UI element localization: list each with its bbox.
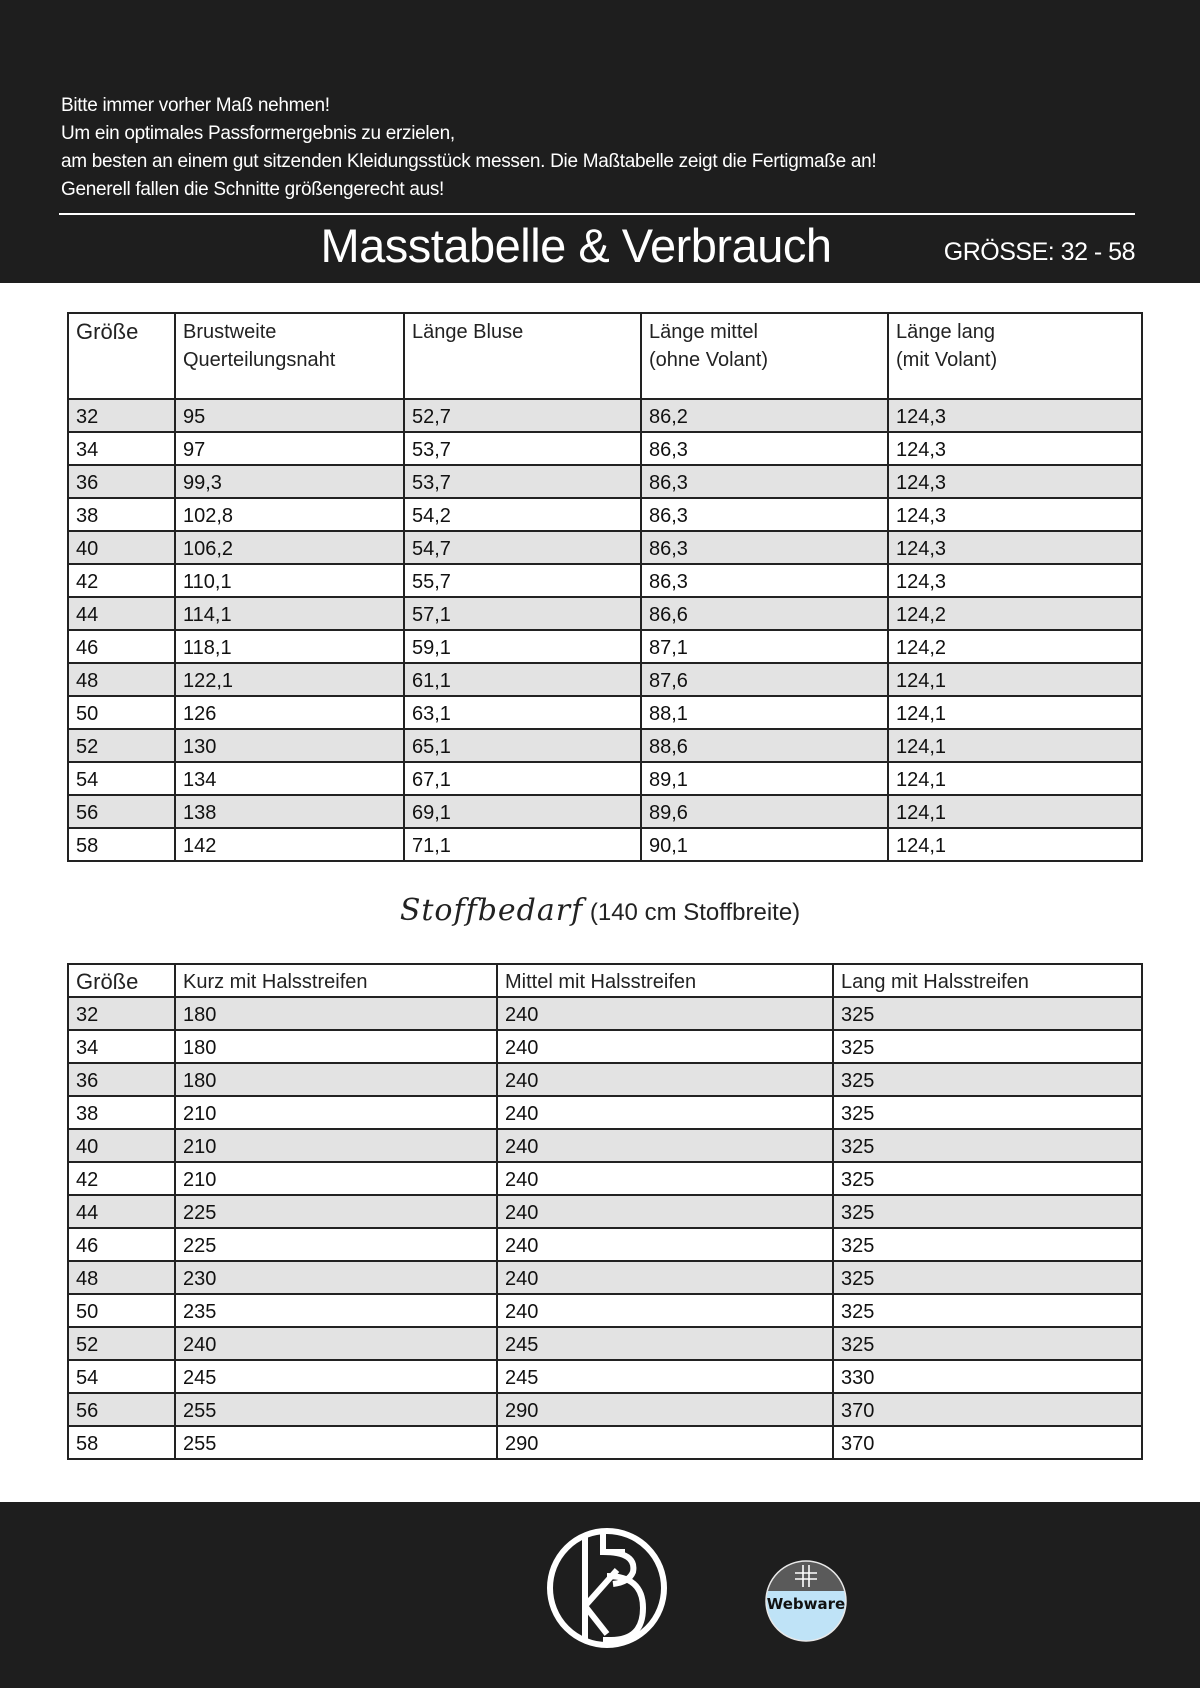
value-cell: 240 <box>497 997 833 1030</box>
column-header <box>888 313 1142 399</box>
value-cell: 325 <box>833 1096 1142 1129</box>
value-cell: 325 <box>833 1162 1142 1195</box>
value-cell: 61,1 <box>404 663 641 696</box>
size-cell: 40 <box>68 531 175 564</box>
size-cell: 56 <box>68 1393 175 1426</box>
table-row <box>68 1063 1142 1096</box>
webware-badge <box>764 1559 848 1643</box>
fabric-title-note: (140 cm Stoffbreite) <box>589 899 801 926</box>
table-row <box>68 1426 1142 1459</box>
table-row <box>68 997 1142 1030</box>
value-cell: 86,3 <box>641 531 888 564</box>
value-cell: 124,1 <box>888 795 1142 828</box>
value-cell: 134 <box>175 762 404 795</box>
value-cell: 71,1 <box>404 828 641 861</box>
value-cell: 52,7 <box>404 399 641 432</box>
column-header <box>175 313 404 399</box>
divider <box>59 213 1135 215</box>
fabric-title-script: Stoffbedarf <box>399 893 584 928</box>
value-cell: 86,3 <box>641 432 888 465</box>
value-cell: 124,3 <box>888 531 1142 564</box>
value-cell: 67,1 <box>404 762 641 795</box>
table-row <box>68 498 1142 531</box>
intro-line: Um ein optimales Passformergebnis zu erzielen, <box>61 123 455 144</box>
value-cell: 89,1 <box>641 762 888 795</box>
value-cell: 240 <box>497 1096 833 1129</box>
value-cell: 235 <box>175 1294 497 1327</box>
value-cell: 210 <box>175 1129 497 1162</box>
size-cell: 42 <box>68 564 175 597</box>
intro-line: am besten an einem gut sitzenden Kleidungsstück messen. Die Maßtabelle zeigt die Fertigmaße an! <box>61 151 877 172</box>
value-cell: 99,3 <box>175 465 404 498</box>
value-cell: 55,7 <box>404 564 641 597</box>
value-cell: 325 <box>833 1294 1142 1327</box>
fabric-table <box>67 963 1143 1460</box>
value-cell: 89,6 <box>641 795 888 828</box>
table-row <box>68 531 1142 564</box>
table-row <box>68 663 1142 696</box>
value-cell: 325 <box>833 1129 1142 1162</box>
size-cell: 38 <box>68 1096 175 1129</box>
value-cell: 245 <box>497 1360 833 1393</box>
table-row <box>68 630 1142 663</box>
table-row <box>68 1261 1142 1294</box>
column-header-line: Brustweite <box>183 321 277 343</box>
column-header-line: Größe <box>76 969 139 994</box>
value-cell: 106,2 <box>175 531 404 564</box>
value-cell: 54,2 <box>404 498 641 531</box>
table-row <box>68 1162 1142 1195</box>
fabric-title <box>0 893 1200 928</box>
column-header-line: Länge lang <box>896 321 995 343</box>
value-cell: 142 <box>175 828 404 861</box>
value-cell: 370 <box>833 1426 1142 1459</box>
table-row <box>68 432 1142 465</box>
value-cell: 53,7 <box>404 465 641 498</box>
value-cell: 180 <box>175 1063 497 1096</box>
column-header-line: Lang mit Halsstreifen <box>841 971 1029 993</box>
size-cell: 54 <box>68 762 175 795</box>
value-cell: 240 <box>497 1063 833 1096</box>
table-row <box>68 1096 1142 1129</box>
size-cell: 46 <box>68 1228 175 1261</box>
value-cell: 95 <box>175 399 404 432</box>
column-header-line: Querteilungsnaht <box>183 349 336 371</box>
size-cell: 34 <box>68 432 175 465</box>
value-cell: 114,1 <box>175 597 404 630</box>
value-cell: 86,3 <box>641 564 888 597</box>
measurement-table <box>67 312 1143 862</box>
size-cell: 48 <box>68 663 175 696</box>
column-header <box>404 313 641 399</box>
intro-text <box>61 92 876 204</box>
table-row <box>68 399 1142 432</box>
table-row <box>68 729 1142 762</box>
column-header-line: Mittel mit Halsstreifen <box>505 971 697 993</box>
value-cell: 97 <box>175 432 404 465</box>
value-cell: 124,2 <box>888 630 1142 663</box>
value-cell: 240 <box>497 1030 833 1063</box>
table-row <box>68 795 1142 828</box>
value-cell: 325 <box>833 1195 1142 1228</box>
column-header-line: Länge Bluse <box>412 321 524 343</box>
column-header <box>497 964 833 997</box>
value-cell: 110,1 <box>175 564 404 597</box>
value-cell: 69,1 <box>404 795 641 828</box>
value-cell: 230 <box>175 1261 497 1294</box>
size-cell: 44 <box>68 597 175 630</box>
size-cell: 50 <box>68 696 175 729</box>
table-header-row <box>68 964 1142 997</box>
value-cell: 126 <box>175 696 404 729</box>
value-cell: 180 <box>175 997 497 1030</box>
value-cell: 325 <box>833 997 1142 1030</box>
table-row <box>68 597 1142 630</box>
value-cell: 245 <box>497 1327 833 1360</box>
value-cell: 130 <box>175 729 404 762</box>
value-cell: 225 <box>175 1195 497 1228</box>
table-header-row <box>68 313 1142 399</box>
value-cell: 245 <box>175 1360 497 1393</box>
value-cell: 240 <box>497 1261 833 1294</box>
value-cell: 124,3 <box>888 465 1142 498</box>
value-cell: 325 <box>833 1261 1142 1294</box>
table-row <box>68 1360 1142 1393</box>
table-row <box>68 762 1142 795</box>
value-cell: 124,3 <box>888 498 1142 531</box>
value-cell: 124,2 <box>888 597 1142 630</box>
value-cell: 240 <box>497 1129 833 1162</box>
k3-logo <box>545 1526 669 1650</box>
value-cell: 90,1 <box>641 828 888 861</box>
table-row <box>68 696 1142 729</box>
value-cell: 255 <box>175 1426 497 1459</box>
value-cell: 122,1 <box>175 663 404 696</box>
size-cell: 42 <box>68 1162 175 1195</box>
value-cell: 124,1 <box>888 762 1142 795</box>
size-range: GRÖSSE: 32 - 58 <box>943 238 1135 266</box>
column-header <box>833 964 1142 997</box>
column-header-line: (mit Volant) <box>896 349 998 371</box>
table-row <box>68 828 1142 861</box>
value-cell: 325 <box>833 1063 1142 1096</box>
intro-line: Generell fallen die Schnitte größengerecht aus! <box>61 179 445 200</box>
page-title: Masstabelle & Verbrauch <box>320 219 832 272</box>
value-cell: 124,3 <box>888 399 1142 432</box>
size-cell: 44 <box>68 1195 175 1228</box>
badge-label: Webware <box>766 1595 846 1613</box>
size-cell: 40 <box>68 1129 175 1162</box>
column-header-line: Kurz mit Halsstreifen <box>183 971 368 993</box>
value-cell: 86,3 <box>641 498 888 531</box>
size-cell: 52 <box>68 1327 175 1360</box>
value-cell: 124,3 <box>888 564 1142 597</box>
size-cell: 58 <box>68 828 175 861</box>
table-row <box>68 1393 1142 1426</box>
value-cell: 240 <box>497 1228 833 1261</box>
value-cell: 124,1 <box>888 828 1142 861</box>
value-cell: 240 <box>497 1294 833 1327</box>
value-cell: 325 <box>833 1228 1142 1261</box>
column-header <box>68 313 175 399</box>
table-row <box>68 564 1142 597</box>
column-header <box>641 313 888 399</box>
size-cell: 32 <box>68 399 175 432</box>
column-header-line: Größe <box>76 319 139 344</box>
size-cell: 38 <box>68 498 175 531</box>
size-cell: 46 <box>68 630 175 663</box>
value-cell: 325 <box>833 1030 1142 1063</box>
value-cell: 330 <box>833 1360 1142 1393</box>
table-row <box>68 1195 1142 1228</box>
value-cell: 225 <box>175 1228 497 1261</box>
value-cell: 87,1 <box>641 630 888 663</box>
size-cell: 32 <box>68 997 175 1030</box>
value-cell: 63,1 <box>404 696 641 729</box>
size-cell: 58 <box>68 1426 175 1459</box>
column-header <box>68 964 175 997</box>
size-cell: 34 <box>68 1030 175 1063</box>
size-cell: 52 <box>68 729 175 762</box>
table-row <box>68 1327 1142 1360</box>
value-cell: 124,1 <box>888 663 1142 696</box>
value-cell: 325 <box>833 1327 1142 1360</box>
value-cell: 210 <box>175 1162 497 1195</box>
value-cell: 240 <box>175 1327 497 1360</box>
size-cell: 56 <box>68 795 175 828</box>
value-cell: 88,1 <box>641 696 888 729</box>
value-cell: 54,7 <box>404 531 641 564</box>
table-row <box>68 1030 1142 1063</box>
value-cell: 86,6 <box>641 597 888 630</box>
column-header <box>175 964 497 997</box>
header-band <box>0 0 1200 283</box>
size-cell: 36 <box>68 465 175 498</box>
column-header-line: (ohne Volant) <box>649 349 768 371</box>
table-row <box>68 1129 1142 1162</box>
size-cell: 48 <box>68 1261 175 1294</box>
value-cell: 370 <box>833 1393 1142 1426</box>
value-cell: 59,1 <box>404 630 641 663</box>
column-header-line: Länge mittel <box>649 321 758 343</box>
table-row <box>68 1294 1142 1327</box>
value-cell: 102,8 <box>175 498 404 531</box>
value-cell: 210 <box>175 1096 497 1129</box>
table-row <box>68 1228 1142 1261</box>
value-cell: 255 <box>175 1393 497 1426</box>
value-cell: 290 <box>497 1393 833 1426</box>
value-cell: 86,3 <box>641 465 888 498</box>
value-cell: 124,1 <box>888 729 1142 762</box>
value-cell: 118,1 <box>175 630 404 663</box>
value-cell: 290 <box>497 1426 833 1459</box>
value-cell: 87,6 <box>641 663 888 696</box>
value-cell: 240 <box>497 1195 833 1228</box>
value-cell: 53,7 <box>404 432 641 465</box>
intro-line: Bitte immer vorher Maß nehmen! <box>61 95 330 116</box>
value-cell: 57,1 <box>404 597 641 630</box>
value-cell: 240 <box>497 1162 833 1195</box>
value-cell: 65,1 <box>404 729 641 762</box>
value-cell: 124,3 <box>888 432 1142 465</box>
size-cell: 36 <box>68 1063 175 1096</box>
value-cell: 86,2 <box>641 399 888 432</box>
value-cell: 138 <box>175 795 404 828</box>
size-cell: 50 <box>68 1294 175 1327</box>
table-row <box>68 465 1142 498</box>
size-cell: 54 <box>68 1360 175 1393</box>
value-cell: 124,1 <box>888 696 1142 729</box>
value-cell: 180 <box>175 1030 497 1063</box>
value-cell: 88,6 <box>641 729 888 762</box>
